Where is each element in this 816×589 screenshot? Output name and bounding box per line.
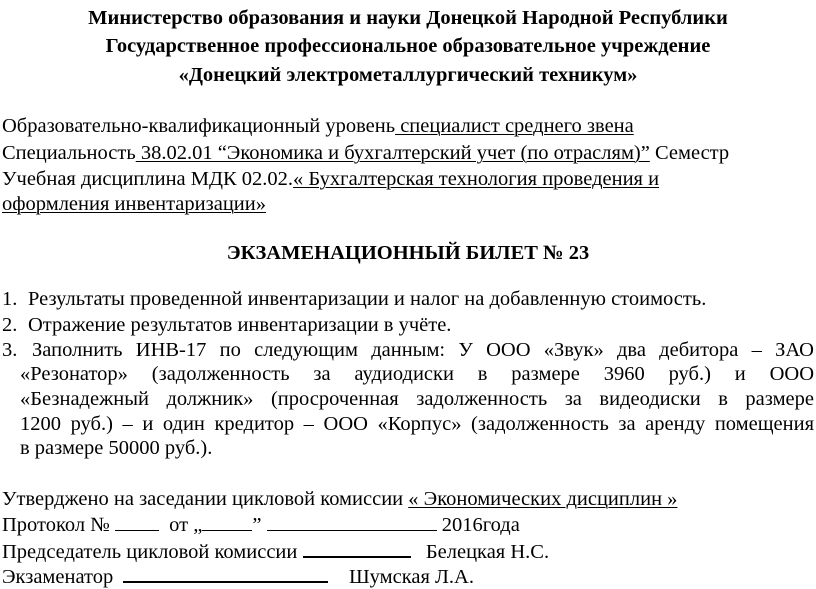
protocol-quote: ”: [252, 514, 262, 536]
question-3-line-4: 1200 руб.) – и один кредитор – ООО «Корпус» (задолженность за аренду помещения: [20, 413, 814, 435]
question-3-line-1: Заполнить ИНВ-17 по следующим данным: У ООО «Звук» два дебитора – ЗАО: [32, 339, 814, 361]
examiner-name: Шумская Л.А.: [348, 566, 474, 588]
institution-type: Государственное профессиональное образовательное учреждение: [105, 35, 711, 57]
question-3-line-5: в размере 50000 руб.).: [20, 437, 213, 459]
specialty-row: [2, 141, 729, 165]
discipline-label: Учебная дисциплина МДК 02.02.: [2, 168, 294, 190]
examiner-label: Экзаменатор: [2, 566, 114, 588]
approval-label: Утверджено на заседании цикловой комиссии: [2, 488, 409, 510]
protocol-day-blank[interactable]: [202, 512, 252, 531]
question-number: 2.: [2, 314, 18, 336]
commission-name: « Экономических дисциплин »: [408, 488, 678, 510]
question-text: Результаты проведенной инвентаризации и налог на добавленную стоимость.: [28, 288, 707, 310]
discipline-value-line1: « Бухгалтерская технология проведения и: [293, 168, 660, 190]
specialty-label: Специальность: [2, 142, 136, 164]
qualification-level-row: [2, 114, 634, 138]
discipline-value-line2: оформления инвентаризации»: [2, 193, 266, 215]
qualification-level-value: специалист среднего звена: [395, 115, 634, 137]
ministry-title: Министерство образования и науки Донецкой Народной Республики: [88, 7, 728, 29]
protocol-year: 2016года: [441, 514, 520, 536]
chair-label: Председатель цикловой комиссии: [2, 541, 298, 563]
approval-row: [2, 487, 677, 511]
protocol-label: Протокол №: [2, 514, 110, 536]
question-1: [2, 287, 706, 311]
question-3-line-2: «Резонатор» (задолженность за аудиодиски в размере 3960 руб.) и ООО: [20, 363, 814, 385]
examiner-row: [2, 563, 474, 589]
discipline-row-2: [2, 192, 266, 216]
protocol-row: [2, 512, 520, 537]
chair-signature-blank[interactable]: [303, 538, 411, 558]
question-text: Отражение результатов инвентаризации в учёте.: [28, 314, 452, 336]
question-number: 1.: [2, 288, 18, 310]
chair-row: [2, 538, 549, 564]
protocol-number-blank[interactable]: [115, 512, 159, 531]
question-3-line-3: «Безнадежный должник» (просроченная задолженность за видеодиски в размере: [20, 388, 814, 410]
question-3-number: 3.: [2, 339, 18, 361]
protocol-from-label: от „: [169, 514, 203, 536]
examiner-signature-blank[interactable]: [123, 563, 328, 583]
discipline-row: [2, 167, 659, 191]
qualification-level-label: Образовательно-квалификационный уровень: [2, 115, 396, 137]
question-2: [2, 313, 451, 337]
protocol-date-blank[interactable]: [267, 512, 437, 531]
specialty-value: 38.02.01 “Экономика и бухгалтерский учет (по отраслям)”: [135, 142, 650, 164]
chair-name: Белецкая Н.С.: [425, 541, 550, 563]
institution-name: «Донецкий электрометаллургический техникум»: [178, 64, 638, 86]
ticket-title: ЭКЗАМЕНАЦИОННЫЙ БИЛЕТ № 23: [226, 242, 590, 264]
semester-label: Семестр: [649, 142, 730, 164]
